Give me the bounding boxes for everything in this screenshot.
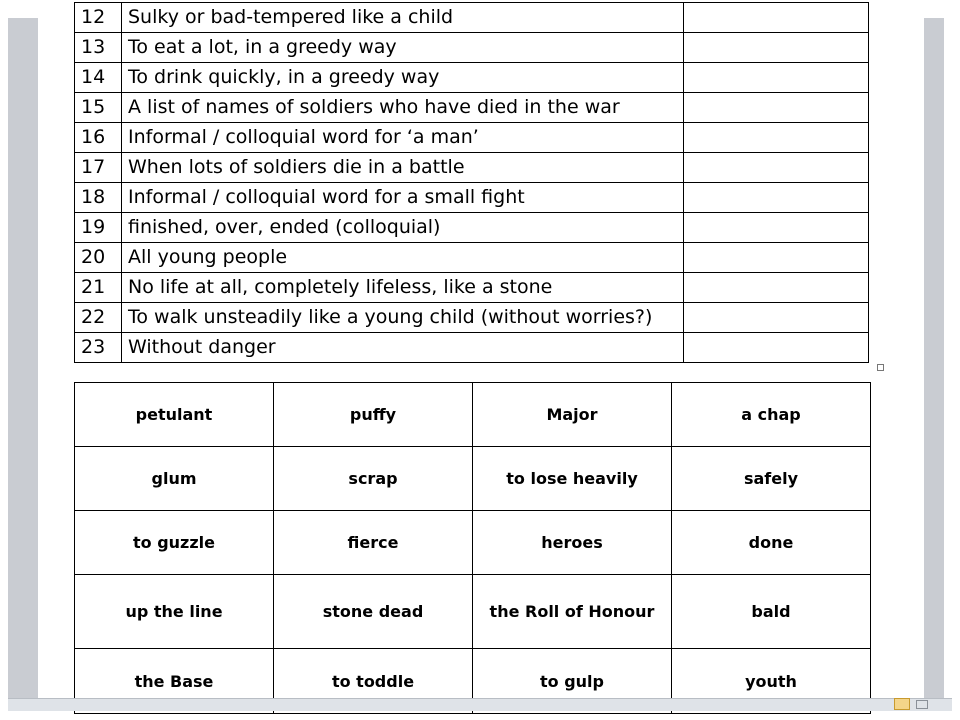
word-bank-cell: scrap <box>274 447 473 511</box>
definition-text: finished, over, ended (colloquial) <box>122 213 684 243</box>
answer-cell[interactable] <box>684 333 869 363</box>
word-bank-row <box>75 447 871 511</box>
word-bank-cell: Major <box>473 383 672 447</box>
definition-row <box>75 33 869 63</box>
definition-text: When lots of soldiers die in a battle <box>122 153 684 183</box>
print-layout-view-icon[interactable] <box>894 698 910 710</box>
word-bank-cell: youth <box>672 649 871 714</box>
word-bank-cell: a chap <box>672 383 871 447</box>
definition-row <box>75 153 869 183</box>
definition-number: 13 <box>75 33 122 63</box>
answer-cell[interactable] <box>684 153 869 183</box>
definition-number: 12 <box>75 3 122 33</box>
definition-row <box>75 93 869 123</box>
definition-text: To drink quickly, in a greedy way <box>122 63 684 93</box>
definition-text: Informal / colloquial word for ‘a man’ <box>122 123 684 153</box>
word-bank-row <box>75 575 871 649</box>
definition-row <box>75 333 869 363</box>
word-bank-cell: heroes <box>473 511 672 575</box>
definition-number: 14 <box>75 63 122 93</box>
table-resize-handle[interactable] <box>877 364 884 371</box>
word-bank-cell: bald <box>672 575 871 649</box>
definition-number: 23 <box>75 333 122 363</box>
definition-number: 17 <box>75 153 122 183</box>
answer-cell[interactable] <box>684 123 869 153</box>
definition-number: 15 <box>75 93 122 123</box>
word-bank-table <box>74 382 871 714</box>
answer-cell[interactable] <box>684 213 869 243</box>
definition-number: 20 <box>75 243 122 273</box>
word-bank-cell: stone dead <box>274 575 473 649</box>
definition-number: 16 <box>75 123 122 153</box>
answer-cell[interactable] <box>684 63 869 93</box>
status-bar <box>8 698 952 711</box>
definition-text: Sulky or bad-tempered like a child <box>122 3 684 33</box>
definition-row <box>75 303 869 333</box>
word-bank-cell: up the line <box>75 575 274 649</box>
word-bank-cell: safely <box>672 447 871 511</box>
definition-number: 19 <box>75 213 122 243</box>
answer-cell[interactable] <box>684 33 869 63</box>
word-bank-cell: puffy <box>274 383 473 447</box>
definition-text: To walk unsteadily like a young child (without worries?) <box>122 303 684 333</box>
document-page <box>38 6 924 698</box>
word-bank-cell: to gulp <box>473 649 672 714</box>
definition-text: A list of names of soldiers who have died in the war <box>122 93 684 123</box>
definitions-table <box>74 2 869 363</box>
definition-text: Without danger <box>122 333 684 363</box>
definition-row <box>75 123 869 153</box>
definition-text: Informal / colloquial word for a small fight <box>122 183 684 213</box>
word-bank-cell: done <box>672 511 871 575</box>
definition-row <box>75 273 869 303</box>
answer-cell[interactable] <box>684 303 869 333</box>
word-bank-cell: to guzzle <box>75 511 274 575</box>
word-bank-cell: to lose heavily <box>473 447 672 511</box>
word-bank-cell: to toddle <box>274 649 473 714</box>
full-screen-view-icon[interactable] <box>916 700 928 709</box>
word-bank-cell: fierce <box>274 511 473 575</box>
word-bank-cell: the Roll of Honour <box>473 575 672 649</box>
definition-text: To eat a lot, in a greedy way <box>122 33 684 63</box>
definition-row <box>75 3 869 33</box>
word-bank-cell: petulant <box>75 383 274 447</box>
answer-cell[interactable] <box>684 93 869 123</box>
word-bank-cell: the Base <box>75 649 274 714</box>
document-window <box>8 6 944 698</box>
definition-row <box>75 213 869 243</box>
definition-text: All young people <box>122 243 684 273</box>
definition-text: No life at all, completely lifeless, like a stone <box>122 273 684 303</box>
word-bank-row <box>75 511 871 575</box>
definition-row <box>75 63 869 93</box>
answer-cell[interactable] <box>684 3 869 33</box>
answer-cell[interactable] <box>684 243 869 273</box>
definition-number: 21 <box>75 273 122 303</box>
word-bank-cell: glum <box>75 447 274 511</box>
definition-number: 18 <box>75 183 122 213</box>
definition-row <box>75 243 869 273</box>
answer-cell[interactable] <box>684 273 869 303</box>
definition-number: 22 <box>75 303 122 333</box>
definition-row <box>75 183 869 213</box>
word-bank-row <box>75 383 871 447</box>
answer-cell[interactable] <box>684 183 869 213</box>
